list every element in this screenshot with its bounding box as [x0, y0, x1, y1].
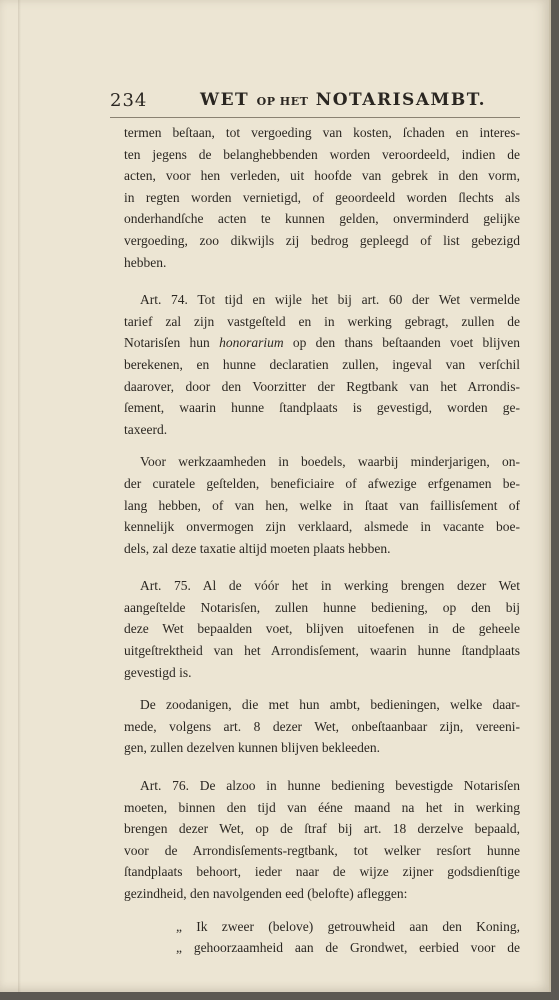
text-line: ten jegens de belanghebbenden worden veroordeeld, indien de	[124, 146, 520, 162]
running-title: WET OP HET NOTARISAMBT.	[200, 90, 487, 110]
text-line: tarief zal zijn vastgeſteld en in werking gebragt, zullen de	[124, 313, 520, 329]
text-line: De zoodanigen, die met hun ambt, bedieningen, welke daar-	[140, 697, 520, 713]
text-line: deze Wet bepaalden voet, blijven uitoefenen in de geheele	[124, 621, 520, 637]
text-line: mede, volgens art. 8 dezer Wet, onbeſtaanbaar zijn, vereeni-	[124, 718, 520, 734]
text-line: aangeſtelde Notarisſen, zullen hunne bediening, op den bij	[124, 599, 520, 615]
text-line: berekenen, en hunne declaratien zullen, ingeval van verſchil	[124, 356, 520, 372]
text-line: onderhandſche acten te kunnen gelden, onverminderd gelijke	[124, 211, 520, 227]
page-number: 234	[110, 90, 148, 111]
page-gutter-shadow	[18, 0, 21, 992]
text-line: uitgeſtrektheid van het Arrondisſement, waarin hunne ſtandplaats	[124, 643, 520, 659]
text-line: dels, zal deze taxatie altijd moeten plaats hebben.	[124, 540, 391, 556]
text-line: ſement, waarin hunne ſtandplaats is gevestigd, worden ge-	[124, 400, 520, 416]
header-rule	[110, 117, 520, 118]
page-header	[110, 90, 520, 118]
text-line: kennelijk onvermogen zijn verklaard, alsmede in vacante boe-	[124, 519, 520, 535]
text-line: hebben.	[124, 254, 167, 270]
text-line: lang hebben, of van hen, welke in ſtaat van faillisſement of	[124, 497, 520, 513]
text-line: termen beſtaan, tot vergoeding van kosten, ſchaden en interes-	[124, 125, 520, 140]
text-line: vergoeding, zoo dikwijls zij bedrog gepleegd of list gebezigd	[124, 232, 520, 248]
text-line: taxeerd.	[124, 421, 168, 437]
text-line: der curatele geſtelden, beneficiaire of afwezige erfgenamen be-	[124, 475, 520, 491]
text-line: in regten worden vernietigd, of geoordeeld worden ſlechts als	[124, 189, 520, 205]
body-text	[124, 122, 520, 959]
text-line: gevestigd is.	[124, 664, 192, 680]
text-line: Voor werkzaamheden in boedels, waarbij minderjarigen, on-	[140, 454, 520, 470]
article-75-heading-line: Art. 75. Al de vóór het in werking brengen dezer Wet	[140, 578, 520, 594]
text-line: gen, zullen dezelven kunnen blijven bekleeden.	[124, 740, 381, 756]
text-line: brengen dezer Wet, op de ſtraf bij art. 18 derzelve bepaald,	[124, 821, 520, 837]
text-line: voor de Arrondisſements-regtbank, tot welker resſort hunne	[124, 842, 520, 858]
text-line: daarover, door den Voorzitter der Regtbank van het Arrondis-	[124, 378, 520, 394]
text-line: Notarisſen hun honorarium op den thans beſtaanden voet blijven	[124, 335, 520, 351]
oath-quote-line: „ Ik zweer (belove) getrouwheid aan den Koning,	[176, 918, 520, 934]
text-line: moeten, binnen den tijd van ééne maand na het in werking	[124, 799, 520, 815]
text-line: gezindheid, den navolgenden eed (belofte) afleggen:	[124, 886, 408, 901]
article-74-heading-line: Art. 74. Tot tijd en wijle het bij art. 60 der Wet vermelde	[140, 292, 520, 308]
text-line: ſtandplaats behoort, ieder naar de wijze zijner godsdienſtige	[124, 864, 520, 880]
article-76-heading-line: Art. 76. De alzoo in hunne bediening bevestigde Notarisſen	[140, 778, 520, 794]
italic-term: honorarium	[219, 335, 284, 351]
oath-quote-line: „ gehoorzaamheid aan de Grondwet, eerbied voor de	[176, 940, 520, 956]
text-line: acten, voor hen verleden, uit hoofde van gebrek in den vorm,	[124, 168, 520, 184]
